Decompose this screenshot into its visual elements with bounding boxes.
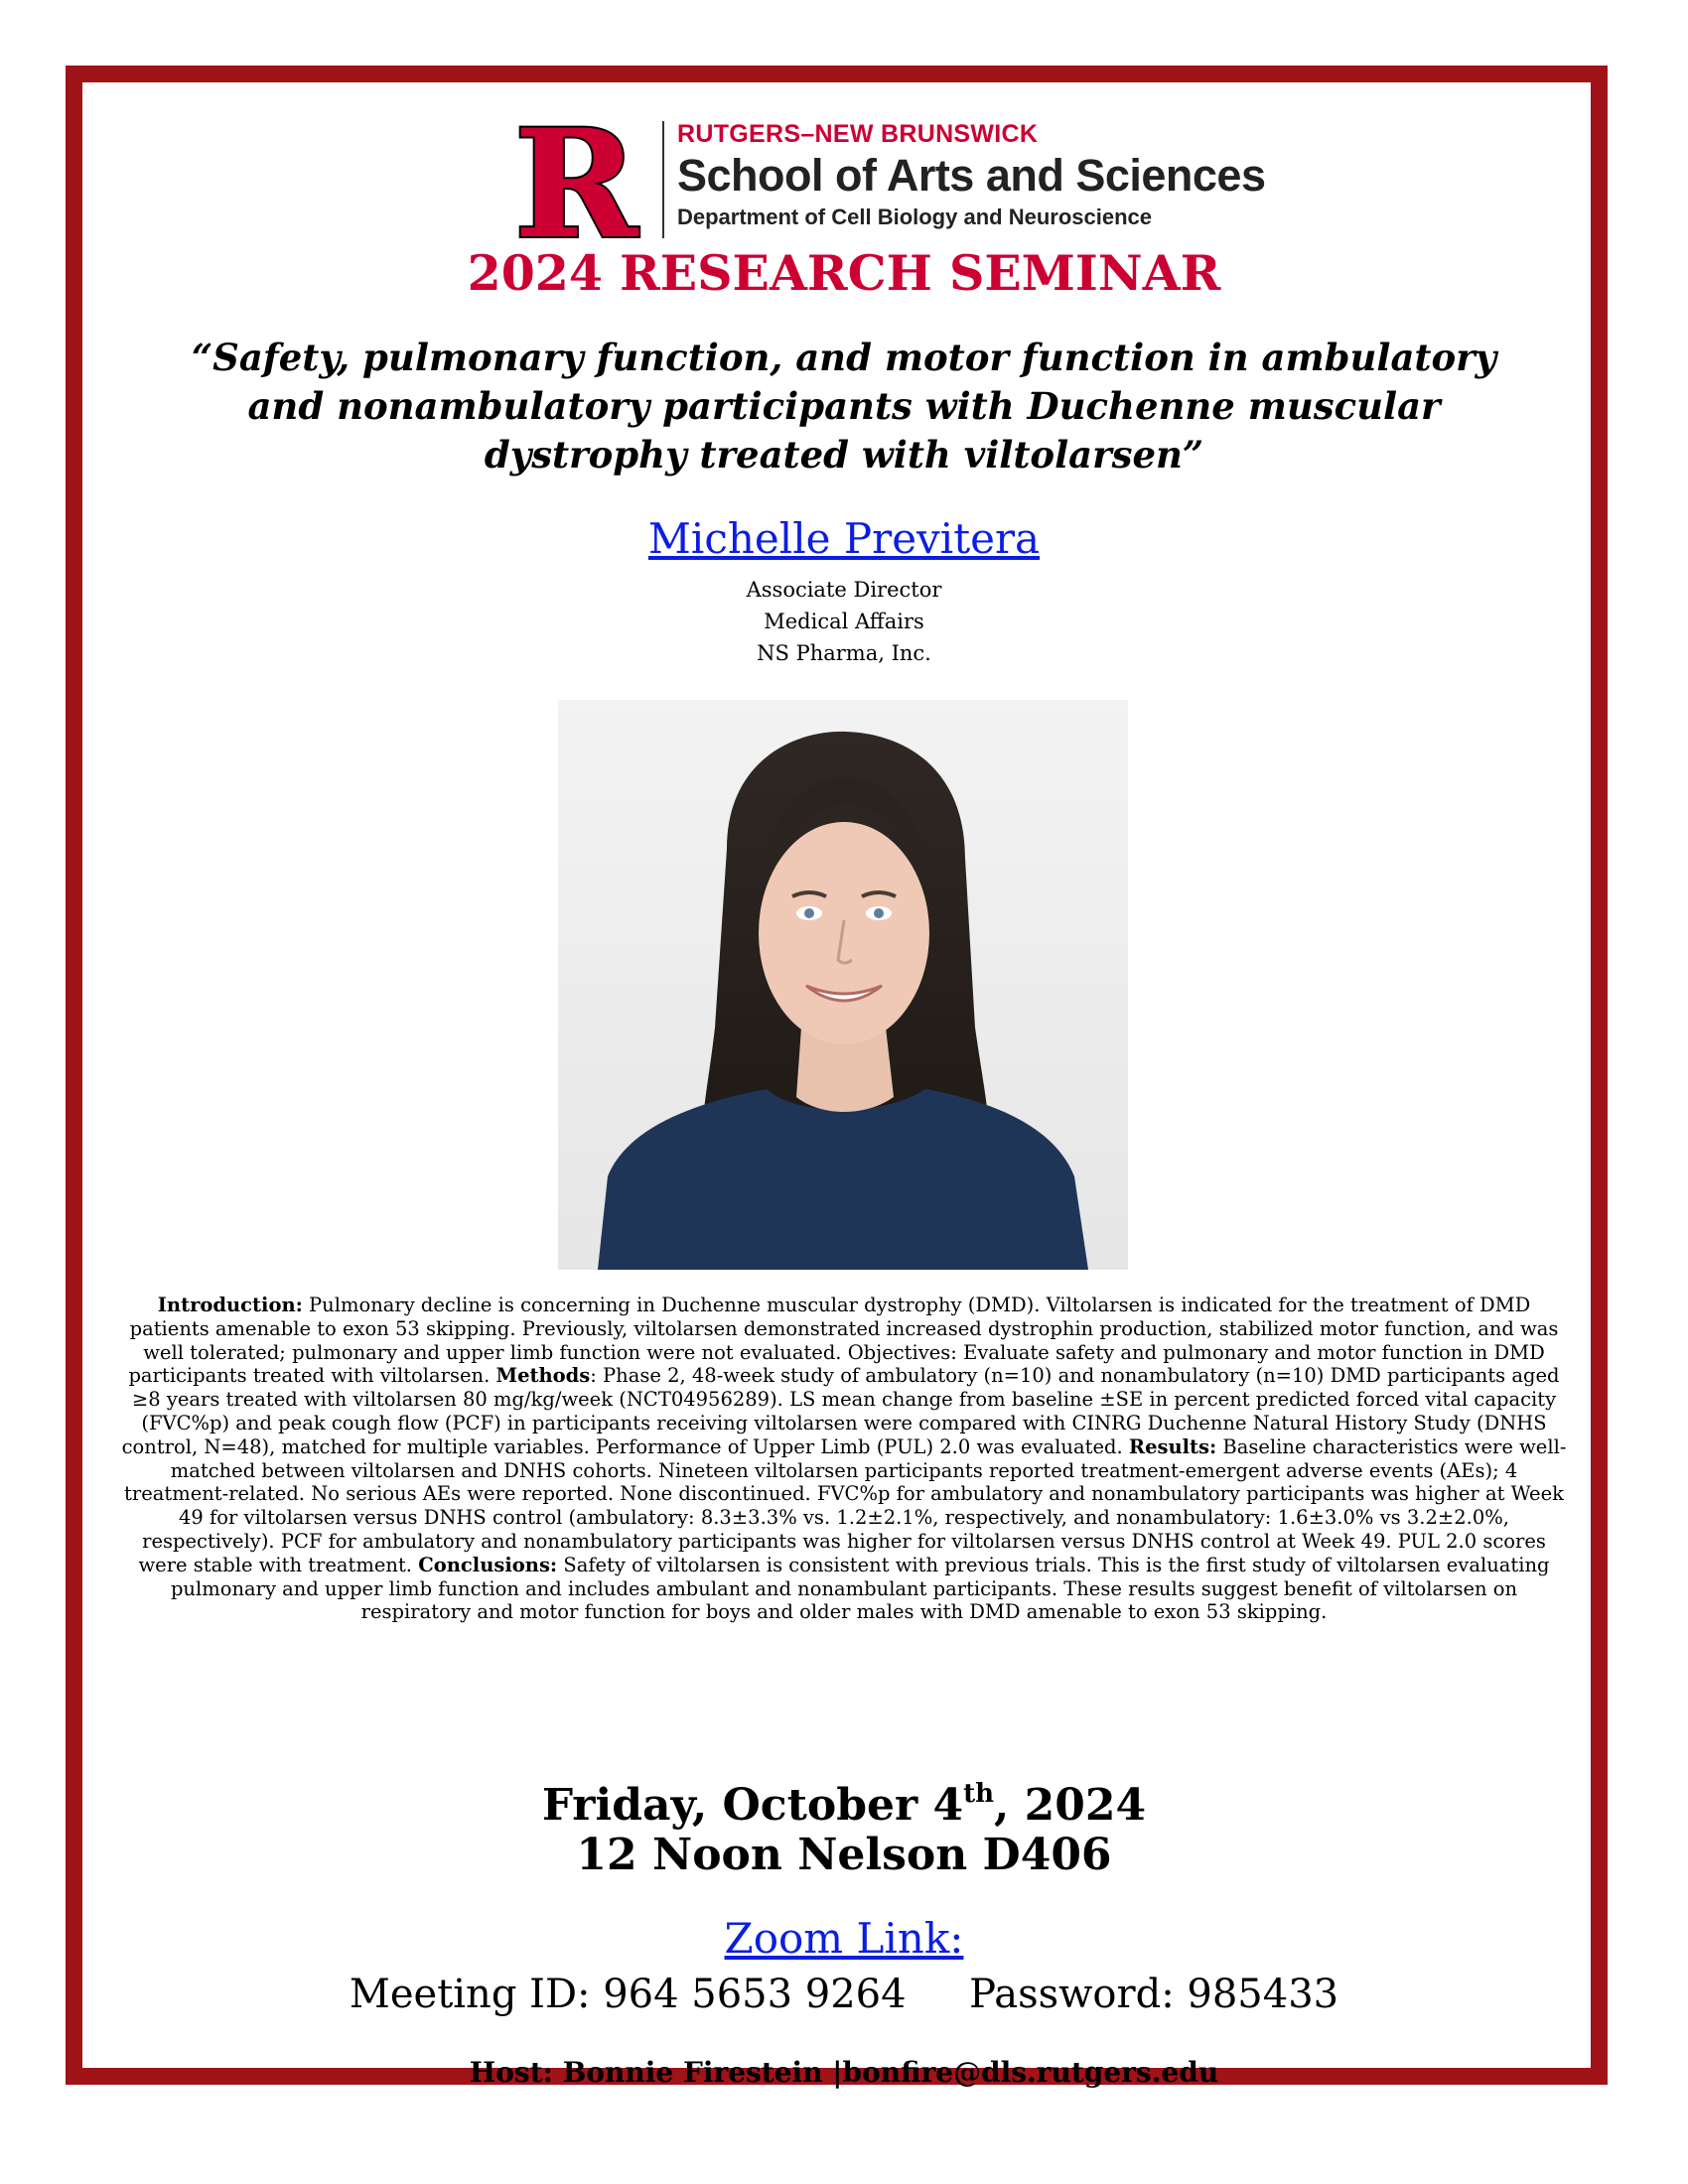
zoom-link-text[interactable]: Zoom Link:: [724, 1914, 964, 1963]
abstract-conclusions-label: Conclusions:: [418, 1553, 558, 1576]
speaker-name-link[interactable]: Michelle Previtera: [647, 514, 1041, 563]
abstract-intro-label: Introduction:: [157, 1294, 303, 1316]
abstract-results-label: Results:: [1128, 1434, 1217, 1458]
event-date: [0, 1765, 1688, 1835]
speaker-department: Medical Affairs: [764, 610, 924, 633]
speaker-title: Associate Director: [746, 578, 942, 602]
event-time-location: 12 Noon Nelson D406: [576, 1830, 1112, 1880]
abstract-methods-text: : Phase 2, 48-week study of ambulatory (n=10) and nonambulatory (n=10) DMD participants aged ≥8 years treated with viltolarsen 80 mg/kg/week (NCT04956289). LS mean change from baseline ±SE in percent predicted forced vital capacity (FVC%p) and peak cough flow (PCF) in participants receiving viltolarsen were compared with CINRG Duchenne Natural History Study (DNHS control, N=48), matched for multiple variables. Performance of Upper Limb (PUL) 2.0 was evaluated.: [121, 1364, 1560, 1458]
svg-text:R: R: [513, 119, 638, 243]
speaker-portrait-illustration: [558, 700, 1128, 1270]
talk-title-line: dystrophy treated with viltolarsen”: [484, 433, 1204, 477]
abstract: [119, 1294, 1569, 1624]
host-info: Host: Bonnie Firestein |bonfire@dls.rutgers.edu: [469, 2056, 1219, 2089]
abstract-methods-label: Methods: [495, 1364, 591, 1388]
event-date-ordinal: th: [963, 1779, 995, 1809]
school-wordmark: [677, 119, 1265, 232]
speaker-affiliation: [0, 574, 1688, 669]
talk-title-line: “Safety, pulmonary function, and motor function in ambulatory: [191, 336, 1497, 379]
zoom-meeting-details: Meeting ID: 964 5653 9264 Password: 985433: [349, 1972, 1339, 2017]
talk-title-line: and nonambulatory participants with Duchenne muscular: [247, 384, 1441, 428]
talk-title: [0, 334, 1688, 479]
rutgers-r-logo: [501, 119, 650, 243]
event-date-main: Friday, October 4: [541, 1780, 964, 1831]
zoom-link: [0, 1912, 1688, 1966]
seminar-title: 2024 RESEARCH SEMINAR: [467, 244, 1221, 302]
abstract-intro-text: Pulmonary decline is concerning in Duchenne muscular dystrophy (DMD). Viltolarsen is indicated for the treatment of DMD patients amenable to exon 53 skipping. Previously, viltolarsen demonstrated increased dystrophin production, stabilized motor function, and was well tolerated; pulmonary and upper limb function were not evaluated. Objectives: Evaluate safety and pulmonary and motor function in DMD participants treated with viltolarsen.: [128, 1294, 1559, 1388]
logo-divider: [662, 121, 664, 238]
abstract-results-text: Baseline characteristics were well-matched between viltolarsen and DNHS cohorts. Nineteen viltolarsen participants reported treatment-emergent adverse events (AEs); 4 treatment-related. No serious AEs were reported. None discontinued. FVC%p for ambulatory and nonambulatory participants was higher at Week 49 for viltolarsen versus DNHS control (ambulatory: 8.3±3.3% vs. 1.2±2.1%, respectively, and nonambulatory: 1.6±3.0% vs 3.2±2.0%, respectively). PCF for ambulatory and nonambulatory participants was higher for viltolarsen versus DNHS control at Week 49. PUL 2.0 scores were stable with treatment.: [124, 1434, 1567, 1576]
department-name: Department of Cell Biology and Neuroscience: [677, 205, 1152, 229]
speaker-name: [0, 512, 1688, 566]
abstract-conclusions-text: Safety of viltolarsen is consistent with previous trials. This is the first study of viltolarsen evaluating pulmonary and upper limb function and includes ambulant and nonambulant participants. These results suggest benefit of viltolarsen on respiratory and motor function for boys and older males with DMD amenable to exon 53 skipping.: [170, 1553, 1550, 1624]
school-name: School of Arts and Sciences: [677, 150, 1266, 201]
university-name: RUTGERS–NEW BRUNSWICK: [677, 120, 1039, 148]
speaker-company: NS Pharma, Inc.: [757, 641, 931, 665]
event-date-year: , 2024: [994, 1780, 1147, 1831]
speaker-photo: [558, 700, 1128, 1270]
